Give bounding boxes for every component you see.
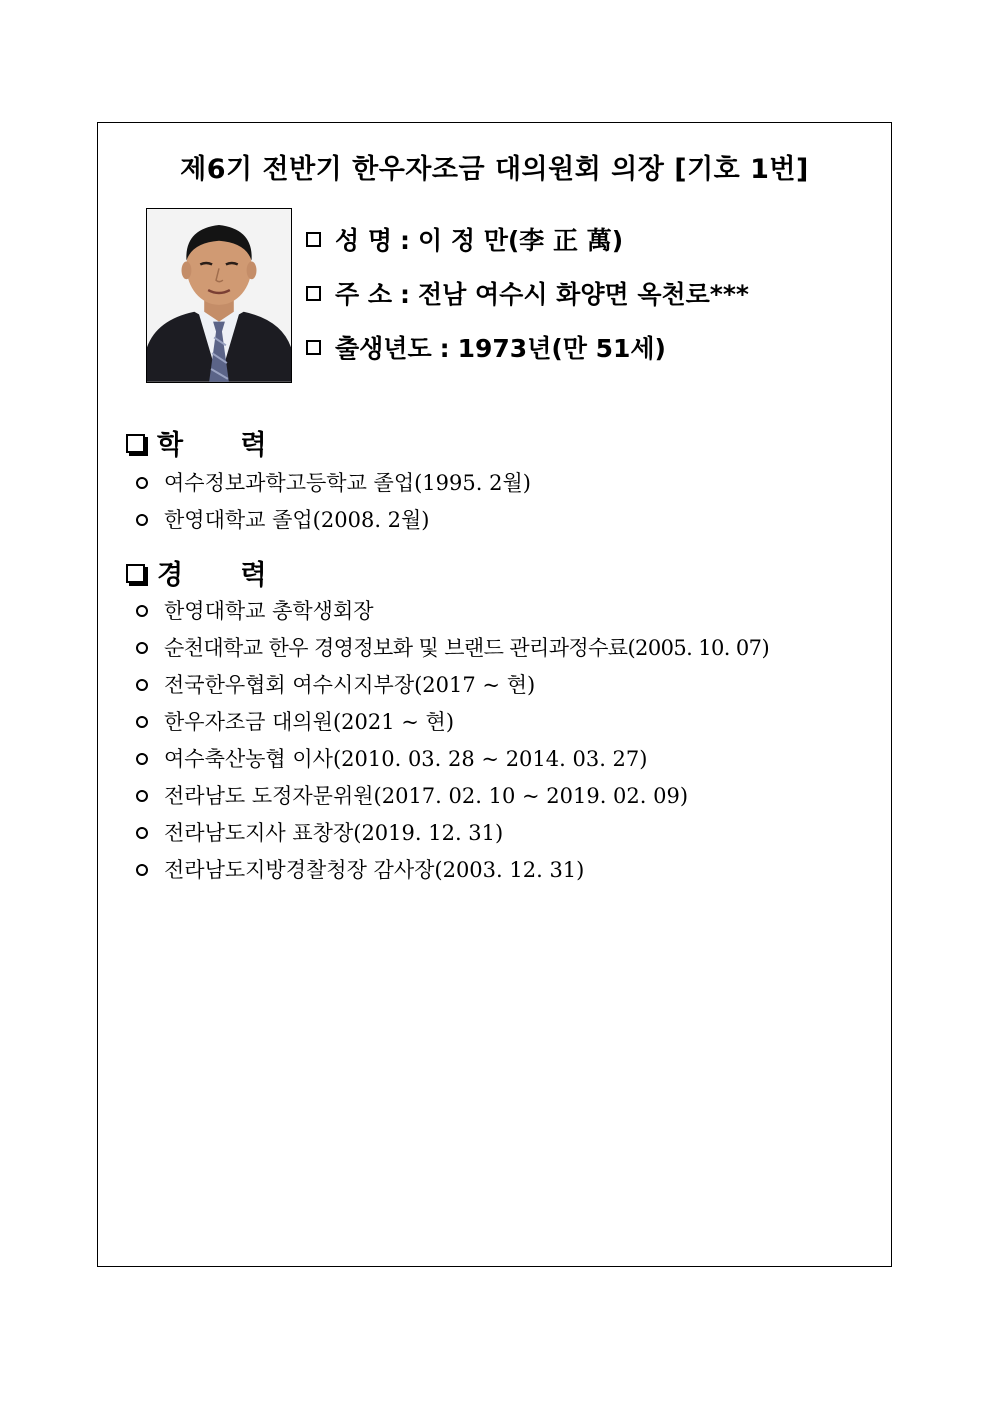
page-title: 제6기 전반기 한우자조금 대의원회 의장 [기호 1번] — [180, 154, 809, 185]
list-item — [136, 630, 769, 667]
list-item-text: 전국한우협회 여수시지부장(2017 ~ 현) — [164, 673, 536, 697]
colon-separator: : — [439, 334, 450, 363]
list-item — [136, 704, 769, 741]
career-list — [136, 593, 769, 889]
list-item-text: 전라남도지방경찰청장 감사장(2003. 12. 31) — [164, 858, 585, 882]
list-item-text: 순천대학교 한우 경영정보화 및 브랜드 관리과정수료(2005. 10. 07) — [164, 636, 770, 660]
education-heading — [126, 423, 291, 462]
list-item — [136, 465, 531, 502]
profile-name-row — [306, 223, 749, 277]
list-item-text: 전라남도 도정자문위원(2017. 02. 10 ~ 2019. 02. 09) — [164, 784, 689, 808]
circle-bullet-icon — [136, 753, 148, 765]
checkbox-square-icon — [306, 286, 321, 301]
list-item — [136, 667, 769, 704]
circle-bullet-icon — [136, 716, 148, 728]
list-item — [136, 778, 769, 815]
circle-bullet-icon — [136, 605, 148, 617]
circle-bullet-icon — [136, 679, 148, 691]
list-item — [136, 852, 769, 889]
list-item-text: 한우자조금 대의원(2021 ~ 현) — [164, 710, 455, 734]
list-item-text: 여수축산농협 이사(2010. 03. 28 ~ 2014. 03. 27) — [164, 747, 648, 771]
career-heading — [126, 553, 291, 592]
checkbox-square-icon — [306, 340, 321, 355]
portrait-image — [147, 209, 291, 382]
list-item — [136, 502, 531, 539]
list-item — [136, 815, 769, 852]
profile-value: 1973년(만 51세) — [457, 334, 666, 363]
circle-bullet-icon — [136, 864, 148, 876]
profile-info — [306, 223, 749, 385]
list-item-text: 한영대학교 졸업(2008. 2월) — [164, 508, 430, 532]
profile-address-row — [306, 277, 749, 331]
colon-separator: : — [400, 226, 411, 255]
circle-bullet-icon — [136, 790, 148, 802]
candidate-photo — [146, 208, 292, 383]
profile-label: 주 소 — [335, 280, 393, 309]
circle-bullet-icon — [136, 477, 148, 489]
list-item — [136, 741, 769, 778]
list-item — [136, 593, 769, 630]
profile-label: 출생년도 — [335, 334, 432, 363]
circle-bullet-icon — [136, 827, 148, 839]
document-frame — [97, 122, 892, 1267]
shadow-square-icon — [126, 564, 145, 583]
profile-label: 성 명 — [335, 226, 393, 255]
circle-bullet-icon — [136, 514, 148, 526]
career-title: 경 력 — [157, 560, 291, 591]
education-title: 학 력 — [157, 430, 291, 461]
profile-value: 이 정 만(李 正 萬) — [418, 226, 624, 255]
education-list — [136, 465, 531, 539]
list-item-text: 한영대학교 총학생회장 — [164, 599, 374, 623]
list-item-text: 여수정보과학고등학교 졸업(1995. 2월) — [164, 471, 531, 495]
profile-birth-row — [306, 331, 749, 385]
colon-separator: : — [400, 280, 411, 309]
profile-value: 전남 여수시 화양면 옥천로*** — [418, 280, 749, 309]
list-item-text: 전라남도지사 표창장(2019. 12. 31) — [164, 821, 504, 845]
checkbox-square-icon — [306, 232, 321, 247]
shadow-square-icon — [126, 434, 145, 453]
circle-bullet-icon — [136, 642, 148, 654]
